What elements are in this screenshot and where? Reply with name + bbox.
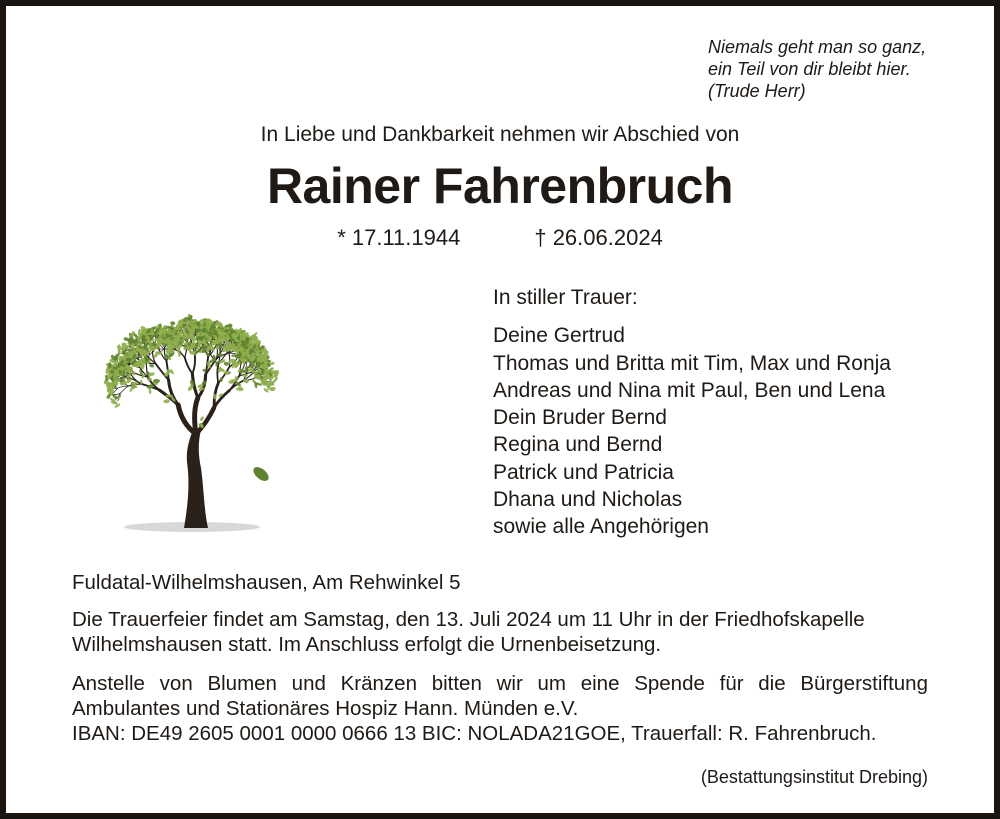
tree-branch	[192, 354, 195, 374]
tree-branch	[112, 393, 120, 394]
birth-date: * 17.11.1944	[337, 225, 461, 250]
tree-branch	[228, 353, 238, 354]
quote-line: Niemals geht man so ganz,	[708, 37, 927, 57]
life-dates	[6, 224, 994, 252]
tree-illustration	[70, 284, 320, 538]
mourning-address: Fuldatal-Wilhelmshausen, Am Rehwinkel 5	[72, 571, 461, 594]
donation-line: Ambulantes und Stationäres Hospiz Hann. Münden e.V.	[72, 697, 579, 720]
tree-branch	[229, 353, 230, 368]
tree-leaf	[199, 416, 204, 422]
tree-leaf	[170, 321, 176, 325]
trunk	[184, 430, 208, 528]
bank-details: IBAN: DE49 2605 0001 0000 0666 13 BIC: NOLADA21GOE, Trauerfall: R. Fahrenbruch.	[72, 722, 877, 745]
funeral-service-info	[72, 607, 928, 657]
mourner-entry: Dein Bruder Bernd	[493, 406, 667, 430]
mourner-entry: sowie alle Angehörigen	[493, 515, 709, 539]
donation-line: Anstelle von Blumen und Kränzen bitten wir um eine Spende für die Bürgerstiftung	[72, 672, 928, 695]
mourners-heading: In stiller Trauer:	[493, 286, 638, 309]
tree-leaf	[149, 364, 155, 368]
funeral-home: (Bestattungsinstitut Drebing)	[700, 767, 928, 787]
mourner-entry: Deine Gertrud	[493, 324, 625, 348]
tree-branch	[195, 398, 198, 434]
donation-info	[72, 671, 928, 746]
quote-line: ein Teil von dir bleibt hier.	[708, 59, 911, 79]
mourner-entry: Thomas und Britta mit Tim, Max und Ronja	[493, 351, 891, 375]
tree-leaf	[243, 374, 249, 378]
tree-leaf	[163, 399, 170, 403]
mourner-entry: Regina und Bernd	[493, 433, 663, 457]
mourner-entry: Andreas und Nina mit Paul, Ben und Lena	[493, 378, 886, 402]
mourners-list	[493, 284, 891, 541]
tree-branch	[185, 358, 193, 374]
mourner-entry: Dhana und Nicholas	[493, 488, 683, 512]
tree-leaf	[148, 389, 151, 395]
service-line: Wilhelmshausen statt. Im Anschluss erfolgt die Urnenbeisetzung.	[72, 633, 662, 656]
tree-branch	[217, 365, 218, 383]
intro-text: In Liebe und Dankbarkeit nehmen wir Abschied von	[260, 123, 740, 146]
service-line: Die Trauerfeier findet am Samstag, den 13. Juli 2024 um 11 Uhr in der Friedhofskapelle	[72, 608, 865, 631]
tree-leaf	[248, 342, 255, 345]
quote-author: (Trude Herr)	[708, 81, 806, 101]
mourner-entry: Patrick und Patricia	[493, 460, 674, 484]
memorial-quote	[708, 36, 926, 102]
falling-leaf	[251, 464, 271, 483]
deceased-name: Rainer Fahrenbruch	[266, 158, 734, 214]
tree-leaf	[262, 350, 269, 354]
death-date: † 26.06.2024	[534, 225, 663, 250]
